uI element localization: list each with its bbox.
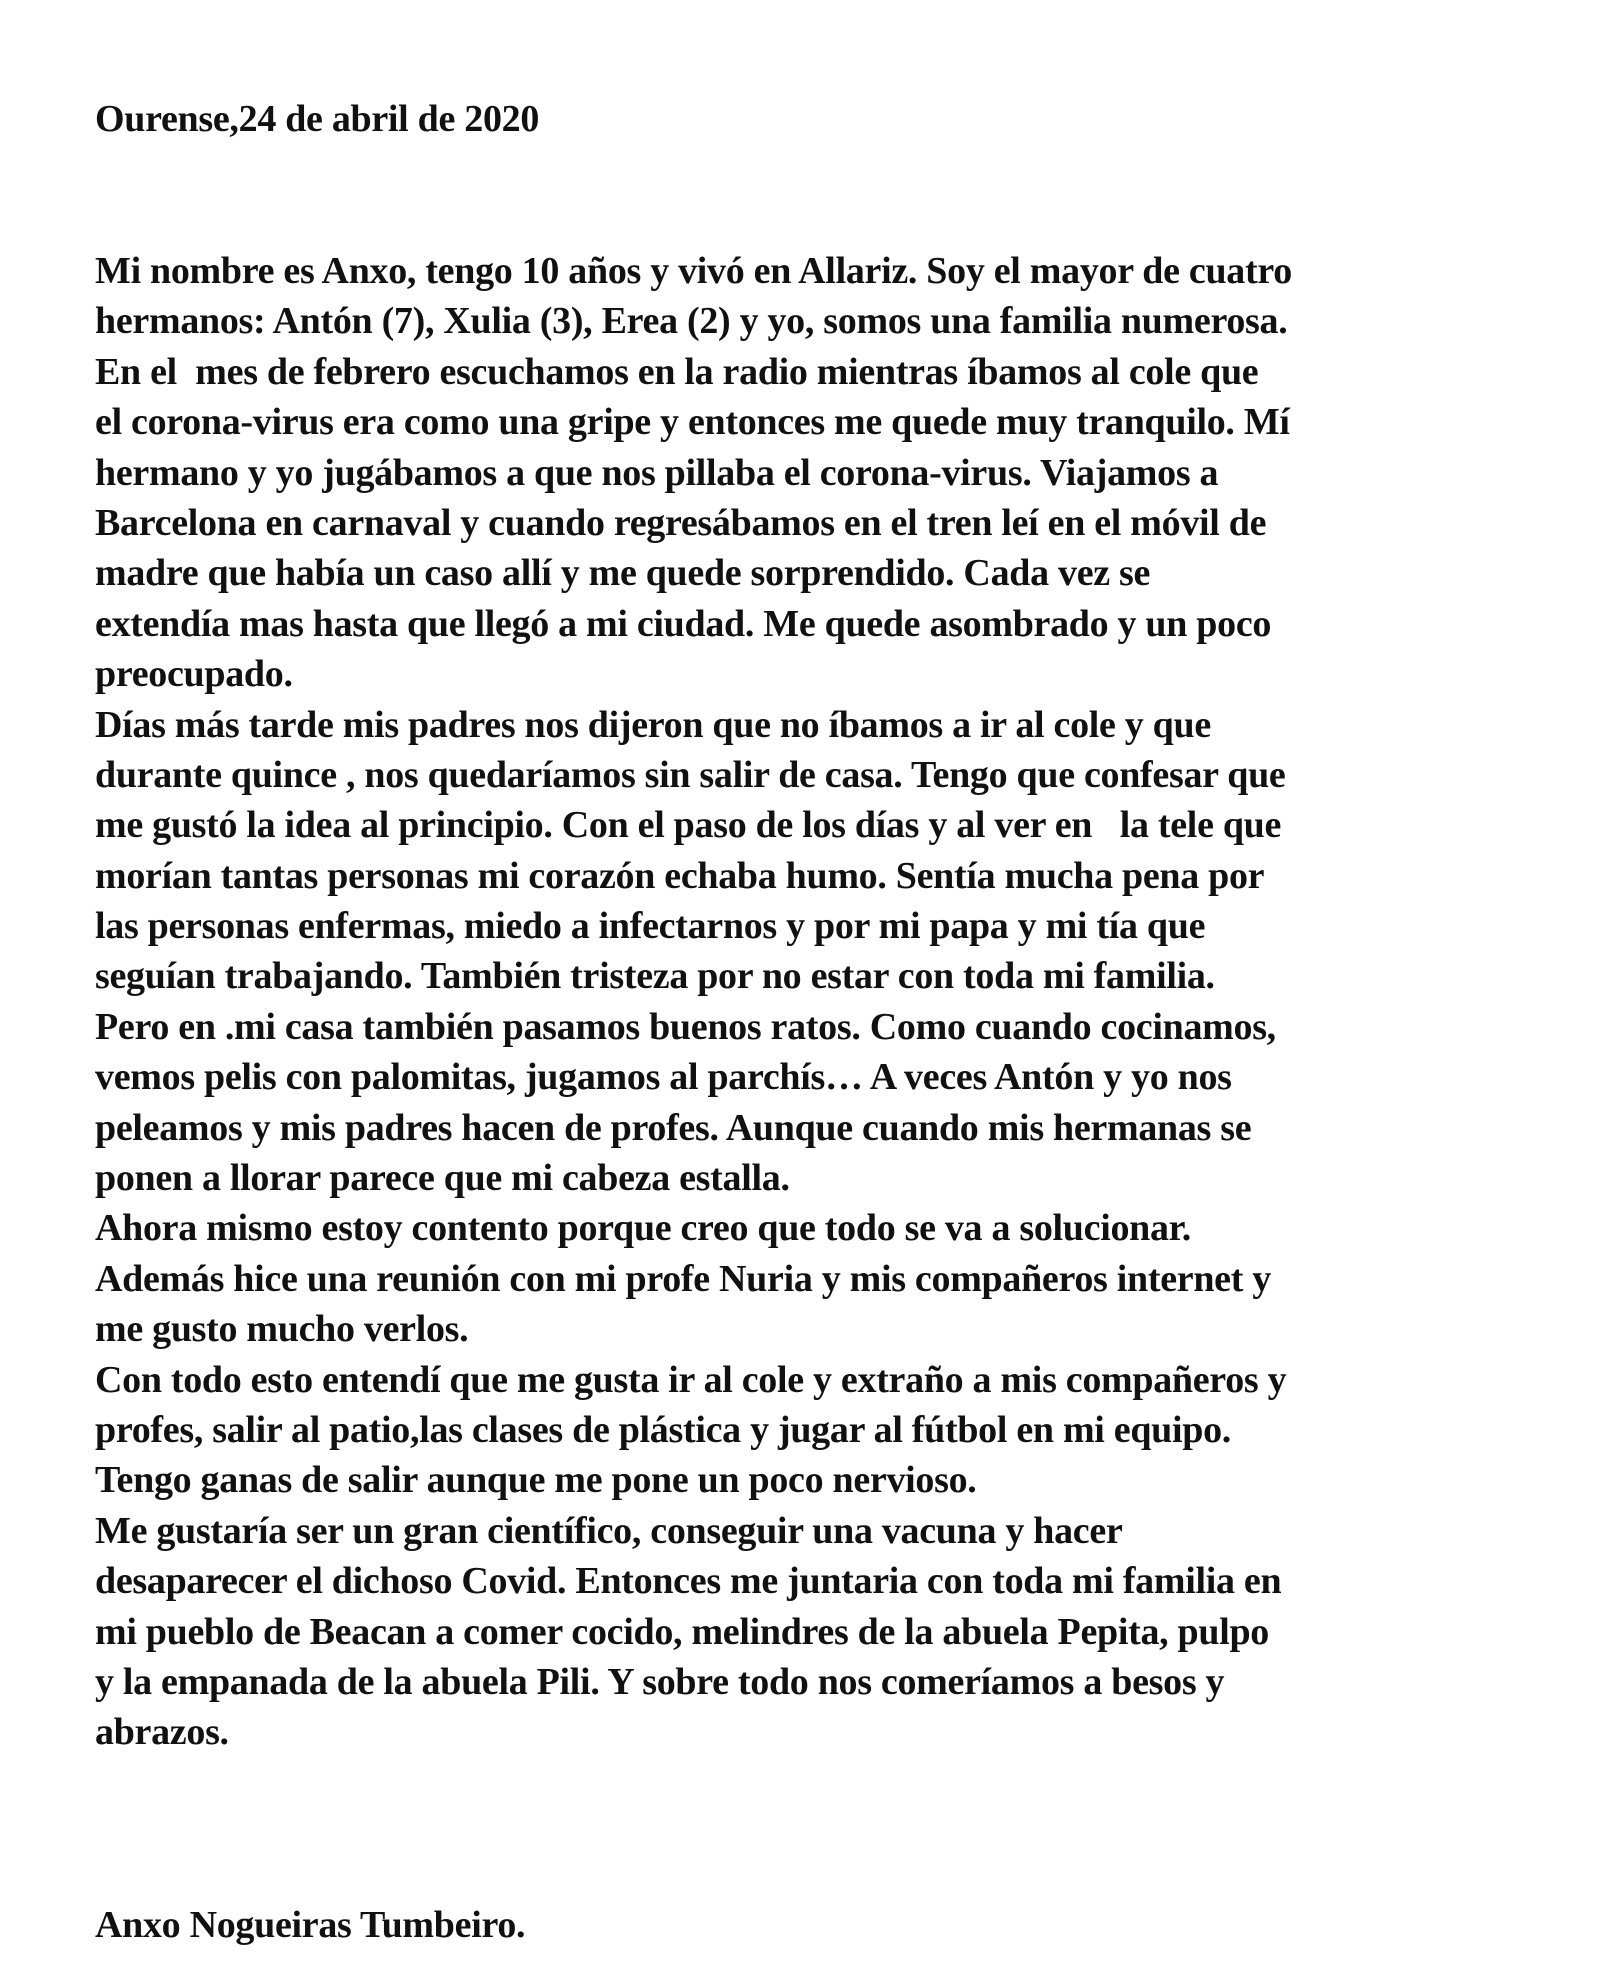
body-line: Además hice una reunión con mi profe Nuria y mis compañeros internet y (95, 1257, 1271, 1300)
body-line: abrazos. (95, 1711, 229, 1754)
body-line: y la empanada de la abuela Pili. Y sobre todo nos comeríamos a besos y (95, 1660, 1225, 1703)
body-line: seguían trabajando. También tristeza por no estar con toda mi familia. (95, 955, 1215, 998)
body-line: el corona-virus era como una gripe y entonces me quede muy tranquilo. Mí (95, 401, 1290, 444)
place-date-heading: Ourense,24 de abril de 2020 (95, 98, 540, 140)
body-line: madre que había un caso allí y me quede sorprendido. Cada vez se (95, 552, 1151, 595)
body-line: peleamos y mis padres hacen de profes. Aunque cuando mis hermanas se (95, 1106, 1252, 1149)
body-line: desaparecer el dichoso Covid. Entonces me juntaria con toda mi familia en (95, 1560, 1282, 1603)
signature: Anxo Nogueiras Tumbeiro. (95, 1904, 526, 1946)
body-line: las personas enfermas, miedo a infectarnos y por mi papa y mi tía que (95, 905, 1206, 948)
body-line: Barcelona en carnaval y cuando regresábamos en el tren leí en el móvil de (95, 501, 1267, 544)
body-line: Mi nombre es Anxo, tengo 10 años y vivó en Allariz. Soy el mayor de cuatro (95, 250, 1292, 292)
body-line: extendía mas hasta que llegó a mi ciudad. Me quede asombrado y un poco (95, 602, 1272, 645)
body-line: ponen a llorar parece que mi cabeza estalla. (95, 1157, 790, 1200)
body-line: Ahora mismo estoy contento porque creo que todo se va a solucionar. (95, 1207, 1191, 1250)
body-line: hermanos: Antón (7), Xulia (3), Erea (2) y yo, somos una familia numerosa. (95, 300, 1288, 343)
body-line: hermano y yo jugábamos a que nos pillaba el corona-virus. Viajamos a (95, 451, 1219, 494)
body-line: durante quince , nos quedaríamos sin salir de casa. Tengo que confesar que (95, 753, 1286, 796)
body-line: En el mes de febrero escuchamos en la radio mientras íbamos al cole que (95, 350, 1259, 393)
body-line: profes, salir al patio,las clases de plástica y jugar al fútbol en mi equipo. (95, 1408, 1231, 1451)
body-line: Me gustaría ser un gran científico, conseguir una vacuna y hacer (95, 1509, 1123, 1552)
letter-body (95, 246, 1555, 1758)
body-line: Días más tarde mis padres nos dijeron que no íbamos a ir al cole y que (95, 703, 1211, 746)
body-line: me gusto mucho verlos. (95, 1308, 469, 1351)
body-line: morían tantas personas mi corazón echaba humo. Sentía mucha pena por (95, 854, 1265, 897)
body-line: mi pueblo de Beacan a comer cocido, melindres de la abuela Pepita, pulpo (95, 1610, 1270, 1653)
body-line: me gustó la idea al principio. Con el paso de los días y al ver en la tele que (95, 804, 1282, 847)
body-line: vemos pelis con palomitas, jugamos al parchís… A veces Antón y yo nos (95, 1056, 1232, 1099)
body-line: Pero en .mi casa también pasamos buenos ratos. Como cuando cocinamos, (95, 1005, 1276, 1048)
body-line: Con todo esto entendí que me gusta ir al cole y extraño a mis compañeros y (95, 1358, 1287, 1401)
body-line: Tengo ganas de salir aunque me pone un poco nervioso. (95, 1459, 977, 1502)
body-line: preocupado. (95, 653, 293, 696)
